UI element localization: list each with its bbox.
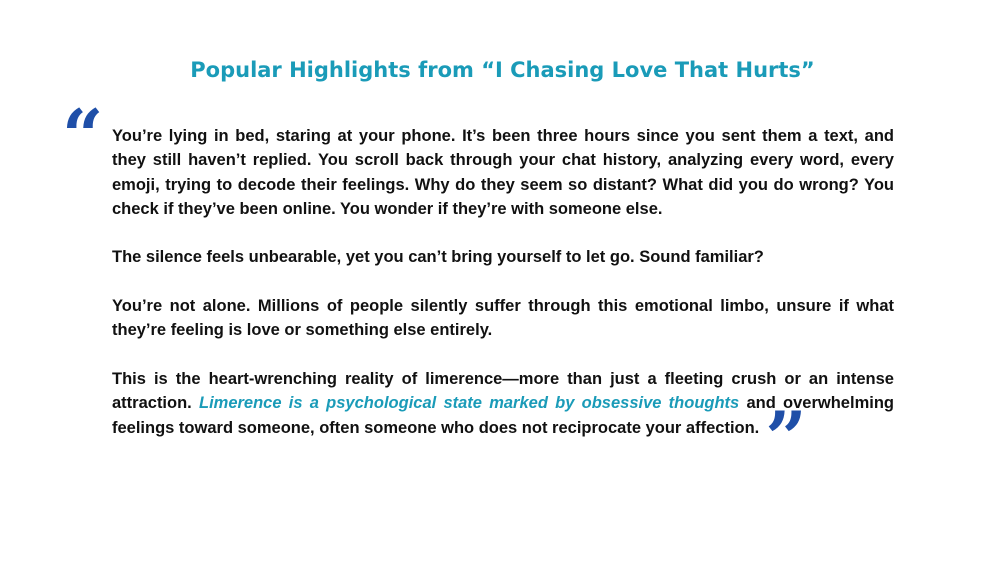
page-title: Popular Highlights from “I Chasing Love That Hurts”	[190, 58, 815, 82]
paragraph-3: You’re not alone. Millions of people silently suffer through this emotional limbo, unsure if what they’re feeling is love or something else entirely.	[112, 297, 894, 340]
paragraph-1: You’re lying in bed, staring at your phone. It’s been three hours since you sent them a text, and they still haven’t replied. You scroll back through your chat history, analyzing every word, every emoji, trying to decode their feelings. Why do they seem so distant? What did you do wrong? You check if they’ve been online. You wonder if they’re with someone else.	[112, 127, 894, 218]
open-quote-icon: “	[62, 93, 104, 178]
paragraph-4-ending: and overwhelming feelings toward someone, often someone who does not reciprocate your affection.	[112, 394, 894, 437]
paragraph-2: The silence feels unbearable, yet you can’t bring yourself to let go. Sound familiar?	[112, 248, 764, 267]
paragraph-4-intro: This is the heart-wrenching reality of limerence—more than just a fleeting crush or an intense attraction.	[112, 369, 894, 413]
close-quote-icon: ”	[765, 394, 807, 480]
quote-body	[112, 124, 894, 480]
highlighted-definition: Limerence is a psychological state marked by obsessive thoughts	[199, 394, 740, 413]
paragraph-4	[112, 367, 894, 480]
